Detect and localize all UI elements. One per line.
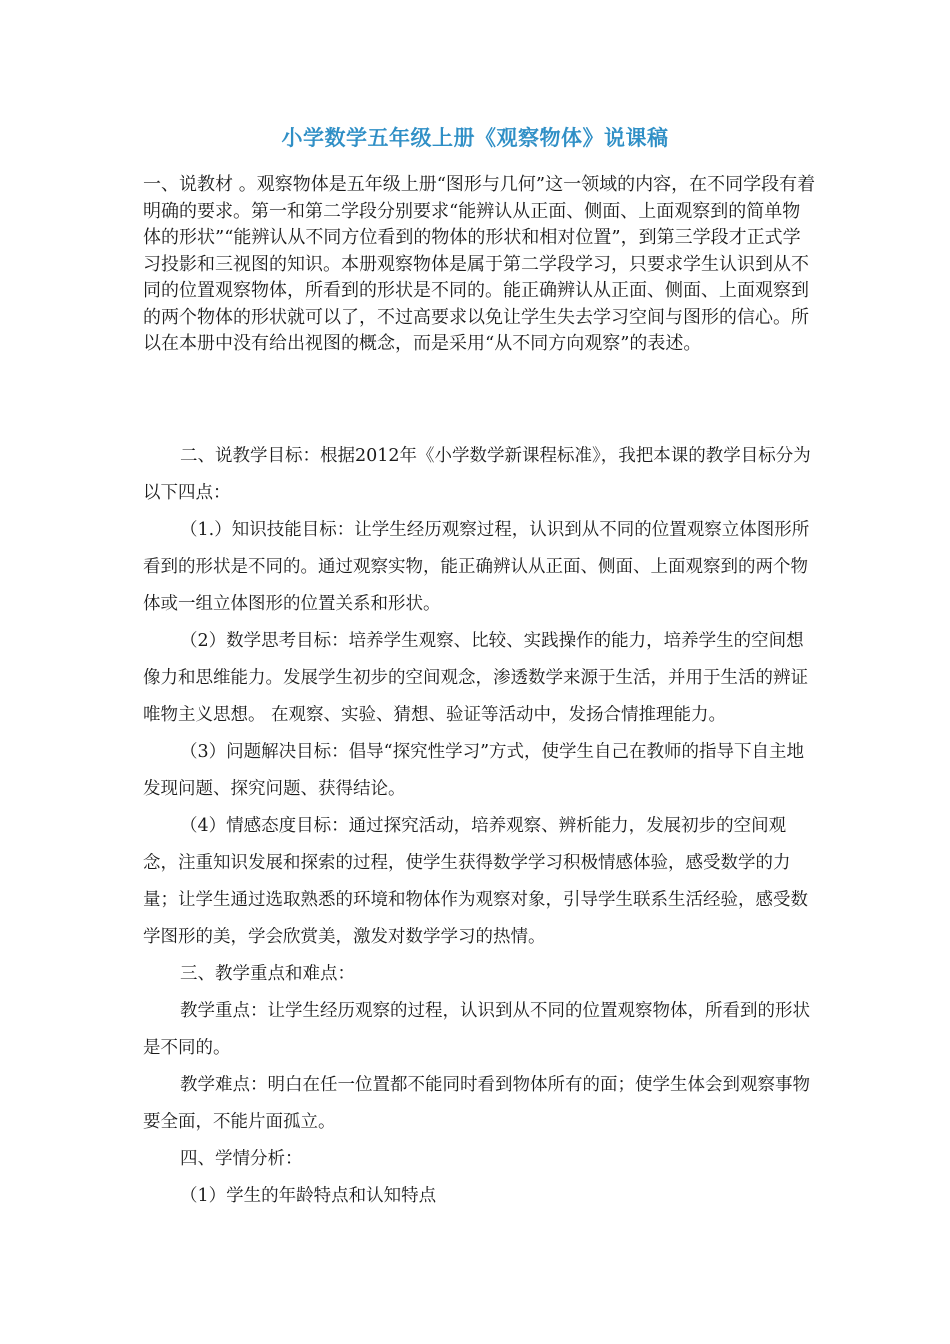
section-key-points-heading: 三、教学重点和难点： xyxy=(180,964,355,984)
goal-2-paragraph: （2）数学思考目标：培养学生观察、比较、实践操作的能力，培养学生的空间想像力和思维能力。发展学生初步的空间观念，渗透数学来源于生活，并用于生活的辨证唯物主义思想。 在观察、实验、猜想、验证等活动中，发扬合情推理能力。 xyxy=(143,631,808,725)
key-point-paragraph: 教学重点：让学生经历观察的过程，认识到从不同的位置观察物体，所看到的形状是不同的。 xyxy=(143,1001,810,1058)
goal-4-paragraph: （4）情感态度目标：通过探究活动，培养观察、辨析能力，发展初步的空间观念，注重知识发展和探索的过程，使学生获得数学学习积极情感体验，感受数学的力量；让学生通过选取熟悉的环境和物体作为观察对象，引导学生联系生活经验，感受数学图形的美，学会欣赏美，激发对数学学习的热情。 xyxy=(143,816,808,947)
difficulty-paragraph: 教学难点：明白在任一位置都不能同时看到物体所有的面；使学生体会到观察事物要全面，不能片面孤立。 xyxy=(143,1075,810,1132)
goal-3-paragraph: （3）问题解决目标：倡导“探究性学习”方式，使学生自己在教师的指导下自主地发现问题、探究问题、获得结论。 xyxy=(143,742,805,799)
section-learner-analysis-heading: 四、学情分析： xyxy=(180,1149,303,1169)
section-goals-heading-paragraph: 二、说教学目标：根据2012年《小学数学新课程标准》，我把本课的教学目标分为以下四点： xyxy=(143,446,811,503)
document-title: 小学数学五年级上册《观察物体》说课稿 xyxy=(281,126,669,150)
learner-analysis-item-1: （1）学生的年龄特点和认知特点 xyxy=(180,1186,437,1206)
goal-1-paragraph: （1.）知识技能目标：让学生经历观察过程，认识到从不同的位置观察立体图形所看到的形状是不同的。通过观察实物，能正确辨认从正面、侧面、上面观察到的两个物体或一组立体图形的位置关系和形状。 xyxy=(143,520,810,614)
section-textbook-paragraph: 一、说教材 。观察物体是五年级上册“图形与几何”这一领域的内容，在不同学段有着明确的要求。第一和第二学段分别要求“能辨认从正面、侧面、上面观察到的简单物体的形状”“能辨认从不同方位看到的物体的形状和相对位置”，到第三学段才正式学习投影和三视图的知识。本册观察物体是属于第二学段学习，只要求学生认识到从不同的位置观察物体，所看到的形状是不同的。能正确辨认从正面、侧面、上面观察到的两个物体的形状就可以了，不过高要求以免让学生失去学习空间与图形的信心。所以在本册中没有给出视图的概念，而是采用“从不同方向观察”的表述。 xyxy=(143,174,816,354)
